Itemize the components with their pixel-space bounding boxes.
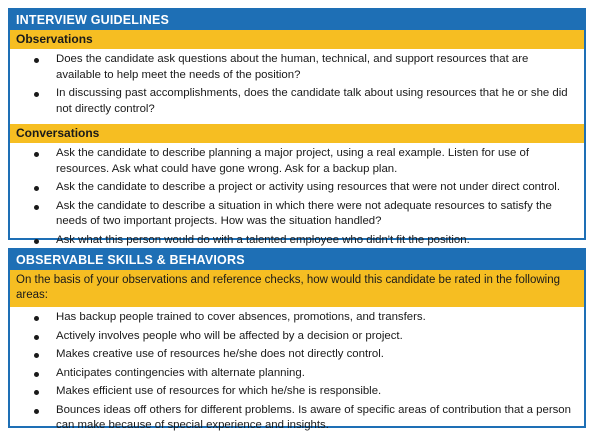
list-item bbox=[56, 366, 576, 382]
list-item bbox=[56, 86, 576, 117]
observable-skills-panel bbox=[8, 248, 586, 431]
list-item bbox=[56, 199, 576, 230]
interview-guidelines-title: INTERVIEW GUIDELINES bbox=[10, 10, 584, 30]
bullet-icon bbox=[34, 58, 39, 63]
list-item bbox=[56, 233, 576, 249]
list-item-text: Ask what this person would do with a talented employee who didn't fit the position. bbox=[56, 233, 470, 246]
bullet-icon bbox=[34, 372, 39, 377]
list-item-text: Bounces ideas off others for different problems. Is aware of specific areas of contribution that a person can make because of special experience and insights. bbox=[56, 403, 571, 431]
list-item bbox=[56, 384, 576, 400]
bullet-icon bbox=[34, 205, 39, 210]
skills-list bbox=[10, 307, 584, 441]
list-item bbox=[56, 403, 576, 434]
bullet-icon bbox=[34, 409, 39, 414]
list-item bbox=[56, 310, 576, 326]
bullet-icon bbox=[34, 239, 39, 244]
list-item-text: In discussing past accomplishments, does the candidate talk about using resources that he or she did not directly control? bbox=[56, 87, 568, 115]
interview-guidelines-panel bbox=[8, 8, 586, 246]
list-item-text: Does the candidate ask questions about the human, technical, and support resources that are available to help meet the needs of the position? bbox=[56, 53, 529, 81]
list-item-text: Ask the candidate to describe planning a major project, using a real example. Listen for use of resources. Ask what could have gone wrong. Ask for a backup plan. bbox=[56, 147, 529, 175]
bullet-icon bbox=[34, 316, 39, 321]
observations-heading: Observations bbox=[10, 30, 584, 49]
list-item bbox=[56, 146, 576, 177]
list-item-text: Actively involves people who will be affected by a decision or project. bbox=[56, 329, 403, 342]
observable-skills-title: OBSERVABLE SKILLS & BEHAVIORS bbox=[10, 250, 584, 270]
bullet-icon bbox=[34, 186, 39, 191]
list-item bbox=[56, 180, 576, 196]
list-item-text: Ask the candidate to describe a project or activity using resources that were not under direct control. bbox=[56, 181, 560, 193]
bullet-icon bbox=[34, 92, 39, 97]
conversations-list bbox=[10, 143, 584, 255]
list-item-text: Makes creative use of resources he/she does not directly control. bbox=[56, 348, 384, 360]
list-item-text: Has backup people trained to cover absences, promotions, and transfers. bbox=[56, 311, 426, 323]
skills-intro: On the basis of your observations and reference checks, how would this candidate be rated in the following areas: bbox=[10, 270, 584, 307]
list-item bbox=[56, 52, 576, 83]
conversations-heading: Conversations bbox=[10, 124, 584, 143]
list-item bbox=[56, 329, 576, 345]
list-item-text: Anticipates contingencies with alternate planning. bbox=[56, 366, 305, 379]
list-item-text: Makes efficient use of resources for which he/she is responsible. bbox=[56, 385, 382, 397]
list-item-text: Ask the candidate to describe a situation in which there were not adequate resources to satisfy the needs of two important projects. How was the situation handled? bbox=[56, 199, 552, 227]
observations-list bbox=[10, 49, 584, 124]
bullet-icon bbox=[34, 390, 39, 395]
list-item bbox=[56, 347, 576, 363]
bullet-icon bbox=[34, 335, 39, 340]
bullet-icon bbox=[34, 353, 39, 358]
bullet-icon bbox=[34, 152, 39, 157]
